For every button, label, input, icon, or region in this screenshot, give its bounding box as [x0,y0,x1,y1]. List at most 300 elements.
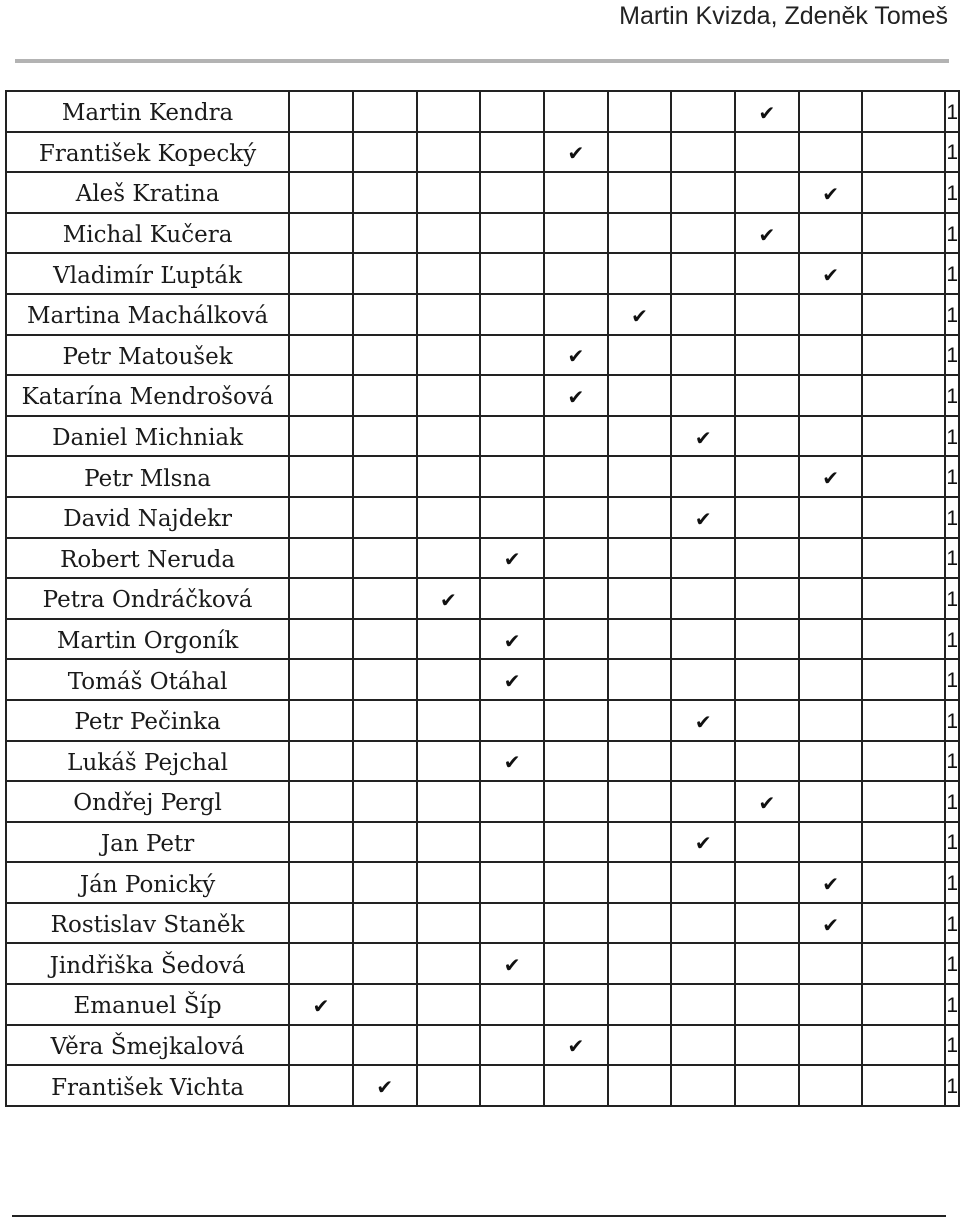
empty-cell [353,862,417,903]
empty-cell [608,335,672,376]
empty-cell [608,659,672,700]
empty-cell [289,91,353,132]
empty-cell [799,578,863,619]
results-table-body [6,91,959,1106]
empty-cell [544,497,608,538]
empty-cell [671,538,735,579]
empty-cell [862,822,945,863]
empty-cell [417,172,481,213]
empty-cell [862,538,945,579]
empty-cell [735,1025,799,1066]
empty-cell [480,578,544,619]
empty-cell [671,253,735,294]
empty-cell [671,741,735,782]
empty-cell [735,619,799,660]
empty-cell [289,335,353,376]
header-authors: Martin Kvizda, Zdeněk Tomeš [619,2,948,30]
empty-cell [862,619,945,660]
empty-cell [417,213,481,254]
empty-cell [735,1065,799,1106]
empty-cell [799,659,863,700]
empty-cell [735,984,799,1025]
table-row [6,416,959,457]
empty-cell [544,659,608,700]
empty-cell [417,822,481,863]
empty-cell [289,294,353,335]
empty-cell [862,335,945,376]
check-mark-icon: ✔ [417,578,481,619]
table-row [6,781,959,822]
row-total: 1 [945,659,959,700]
empty-cell [799,416,863,457]
person-name: Tomáš Otáhal [6,659,289,700]
person-name: Vladimír Ľupták [6,253,289,294]
check-mark-icon: ✔ [799,903,863,944]
empty-cell [671,375,735,416]
empty-cell [353,213,417,254]
empty-cell [480,132,544,173]
row-total: 1 [945,132,959,173]
empty-cell [417,741,481,782]
empty-cell [735,943,799,984]
table-row [6,335,959,376]
empty-cell [417,132,481,173]
empty-cell [608,741,672,782]
header-divider [15,59,949,63]
empty-cell [289,253,353,294]
empty-cell [799,538,863,579]
table-row [6,497,959,538]
empty-cell [353,538,417,579]
row-total: 1 [945,172,959,213]
empty-cell [480,862,544,903]
empty-cell [671,781,735,822]
person-name: Rostislav Staněk [6,903,289,944]
person-name: Petr Mlsna [6,456,289,497]
empty-cell [289,1065,353,1106]
person-name: Petra Ondráčková [6,578,289,619]
empty-cell [735,659,799,700]
empty-cell [417,335,481,376]
check-mark-icon: ✔ [671,416,735,457]
empty-cell [353,619,417,660]
empty-cell [289,578,353,619]
table-row [6,578,959,619]
empty-cell [544,741,608,782]
footer-divider [12,1215,946,1217]
empty-cell [862,1065,945,1106]
row-total: 1 [945,862,959,903]
table-row [6,822,959,863]
row-total: 1 [945,578,959,619]
person-name: Daniel Michniak [6,416,289,457]
empty-cell [671,213,735,254]
check-mark-icon: ✔ [671,497,735,538]
empty-cell [799,822,863,863]
row-total: 1 [945,294,959,335]
empty-cell [544,862,608,903]
person-name: Martin Orgoník [6,619,289,660]
empty-cell [671,578,735,619]
empty-cell [862,741,945,782]
empty-cell [289,659,353,700]
empty-cell [671,294,735,335]
empty-cell [671,659,735,700]
empty-cell [862,659,945,700]
empty-cell [417,781,481,822]
empty-cell [735,538,799,579]
row-total: 1 [945,91,959,132]
empty-cell [862,253,945,294]
empty-cell [353,253,417,294]
empty-cell [480,497,544,538]
empty-cell [735,132,799,173]
empty-cell [544,619,608,660]
empty-cell [544,903,608,944]
table-row [6,659,959,700]
table-container [5,90,960,1107]
row-total: 1 [945,456,959,497]
empty-cell [735,497,799,538]
check-mark-icon: ✔ [480,741,544,782]
empty-cell [480,335,544,376]
table-row [6,456,959,497]
person-name: Lukáš Pejchal [6,741,289,782]
empty-cell [480,781,544,822]
empty-cell [544,294,608,335]
row-total: 1 [945,416,959,457]
table-row [6,1025,959,1066]
empty-cell [862,456,945,497]
person-name: Věra Šmejkalová [6,1025,289,1066]
check-mark-icon: ✔ [799,456,863,497]
table-row [6,700,959,741]
check-mark-icon: ✔ [544,335,608,376]
table-row [6,741,959,782]
empty-cell [671,903,735,944]
check-mark-icon: ✔ [480,619,544,660]
empty-cell [353,497,417,538]
empty-cell [353,375,417,416]
empty-cell [480,984,544,1025]
empty-cell [735,578,799,619]
empty-cell [289,213,353,254]
empty-cell [735,335,799,376]
table-row [6,619,959,660]
empty-cell [289,903,353,944]
empty-cell [608,375,672,416]
empty-cell [671,1025,735,1066]
empty-cell [353,984,417,1025]
empty-cell [480,1065,544,1106]
table-row [6,91,959,132]
check-mark-icon: ✔ [735,781,799,822]
empty-cell [417,497,481,538]
empty-cell [862,903,945,944]
empty-cell [353,700,417,741]
empty-cell [289,132,353,173]
empty-cell [862,578,945,619]
empty-cell [417,984,481,1025]
empty-cell [608,91,672,132]
empty-cell [544,456,608,497]
empty-cell [544,822,608,863]
empty-cell [608,172,672,213]
empty-cell [671,943,735,984]
empty-cell [862,416,945,457]
empty-cell [608,700,672,741]
row-total: 1 [945,213,959,254]
empty-cell [608,497,672,538]
empty-cell [735,253,799,294]
person-name: Martina Machálková [6,294,289,335]
table-row [6,253,959,294]
empty-cell [671,335,735,376]
empty-cell [862,375,945,416]
empty-cell [289,172,353,213]
row-total: 1 [945,700,959,741]
empty-cell [608,943,672,984]
empty-cell [735,700,799,741]
check-mark-icon: ✔ [671,700,735,741]
row-total: 1 [945,984,959,1025]
empty-cell [608,213,672,254]
empty-cell [608,619,672,660]
empty-cell [353,172,417,213]
empty-cell [862,213,945,254]
row-total: 1 [945,1025,959,1066]
empty-cell [735,862,799,903]
empty-cell [417,253,481,294]
empty-cell [671,132,735,173]
empty-cell [735,456,799,497]
empty-cell [608,578,672,619]
row-total: 1 [945,781,959,822]
empty-cell [735,375,799,416]
empty-cell [417,659,481,700]
empty-cell [671,172,735,213]
empty-cell [480,416,544,457]
empty-cell [799,132,863,173]
empty-cell [289,943,353,984]
check-mark-icon: ✔ [544,132,608,173]
empty-cell [417,700,481,741]
empty-cell [799,294,863,335]
empty-cell [289,538,353,579]
empty-cell [544,781,608,822]
empty-cell [862,91,945,132]
row-total: 1 [945,903,959,944]
empty-cell [799,781,863,822]
empty-cell [480,213,544,254]
empty-cell [289,781,353,822]
empty-cell [417,1025,481,1066]
empty-cell [799,497,863,538]
check-mark-icon: ✔ [480,943,544,984]
empty-cell [799,1025,863,1066]
row-total: 1 [945,497,959,538]
person-name: Jindřiška Šedová [6,943,289,984]
person-name: Katarína Mendrošová [6,375,289,416]
empty-cell [417,619,481,660]
row-total: 1 [945,253,959,294]
empty-cell [671,619,735,660]
empty-cell [417,294,481,335]
empty-cell [862,172,945,213]
empty-cell [799,619,863,660]
empty-cell [417,91,481,132]
check-mark-icon: ✔ [353,1065,417,1106]
empty-cell [480,822,544,863]
empty-cell [544,984,608,1025]
check-mark-icon: ✔ [799,253,863,294]
check-mark-icon: ✔ [544,375,608,416]
empty-cell [480,253,544,294]
empty-cell [544,578,608,619]
empty-cell [671,862,735,903]
empty-cell [735,294,799,335]
empty-cell [862,862,945,903]
empty-cell [417,375,481,416]
empty-cell [608,903,672,944]
person-name: Petr Pečinka [6,700,289,741]
empty-cell [544,943,608,984]
empty-cell [353,781,417,822]
person-name: Petr Matoušek [6,335,289,376]
row-total: 1 [945,538,959,579]
table-row [6,1065,959,1106]
table-row [6,294,959,335]
empty-cell [544,1065,608,1106]
empty-cell [353,294,417,335]
empty-cell [799,700,863,741]
person-name: Emanuel Šíp [6,984,289,1025]
empty-cell [353,456,417,497]
table-row [6,132,959,173]
empty-cell [608,984,672,1025]
empty-cell [862,984,945,1025]
empty-cell [353,943,417,984]
empty-cell [735,822,799,863]
person-name: David Najdekr [6,497,289,538]
empty-cell [862,132,945,173]
empty-cell [671,984,735,1025]
empty-cell [799,741,863,782]
empty-cell [735,172,799,213]
empty-cell [417,903,481,944]
empty-cell [608,253,672,294]
empty-cell [862,700,945,741]
empty-cell [289,862,353,903]
empty-cell [480,700,544,741]
check-mark-icon: ✔ [544,1025,608,1066]
empty-cell [289,619,353,660]
empty-cell [417,538,481,579]
person-name: Ondřej Pergl [6,781,289,822]
empty-cell [862,943,945,984]
row-total: 1 [945,741,959,782]
table-row [6,984,959,1025]
empty-cell [608,416,672,457]
empty-cell [608,132,672,173]
table-row [6,903,959,944]
empty-cell [289,456,353,497]
empty-cell [353,659,417,700]
empty-cell [671,91,735,132]
empty-cell [289,1025,353,1066]
empty-cell [353,578,417,619]
row-total: 1 [945,822,959,863]
row-total: 1 [945,619,959,660]
check-mark-icon: ✔ [799,862,863,903]
check-mark-icon: ✔ [799,172,863,213]
row-total: 1 [945,943,959,984]
person-name: Robert Neruda [6,538,289,579]
table-row [6,375,959,416]
empty-cell [480,294,544,335]
person-name: Ján Ponický [6,862,289,903]
empty-cell [862,294,945,335]
empty-cell [417,943,481,984]
empty-cell [417,862,481,903]
empty-cell [735,416,799,457]
empty-cell [799,1065,863,1106]
empty-cell [544,213,608,254]
empty-cell [544,416,608,457]
empty-cell [544,91,608,132]
empty-cell [799,213,863,254]
empty-cell [799,91,863,132]
table-row [6,862,959,903]
table-row [6,213,959,254]
table-row [6,943,959,984]
empty-cell [353,1025,417,1066]
row-total: 1 [945,1065,959,1106]
empty-cell [671,456,735,497]
empty-cell [799,984,863,1025]
check-mark-icon: ✔ [671,822,735,863]
empty-cell [544,538,608,579]
empty-cell [289,700,353,741]
empty-cell [353,91,417,132]
empty-cell [289,497,353,538]
empty-cell [544,700,608,741]
empty-cell [417,416,481,457]
empty-cell [608,822,672,863]
empty-cell [417,456,481,497]
empty-cell [480,172,544,213]
row-total: 1 [945,375,959,416]
empty-cell [608,456,672,497]
empty-cell [289,741,353,782]
results-table [5,90,960,1107]
person-name: Martin Kendra [6,91,289,132]
empty-cell [799,943,863,984]
person-name: František Vichta [6,1065,289,1106]
empty-cell [735,903,799,944]
check-mark-icon: ✔ [735,91,799,132]
table-row [6,172,959,213]
empty-cell [544,172,608,213]
empty-cell [608,862,672,903]
row-total: 1 [945,335,959,376]
empty-cell [353,741,417,782]
empty-cell [480,1025,544,1066]
empty-cell [353,416,417,457]
empty-cell [480,456,544,497]
empty-cell [799,335,863,376]
person-name: Aleš Kratina [6,172,289,213]
